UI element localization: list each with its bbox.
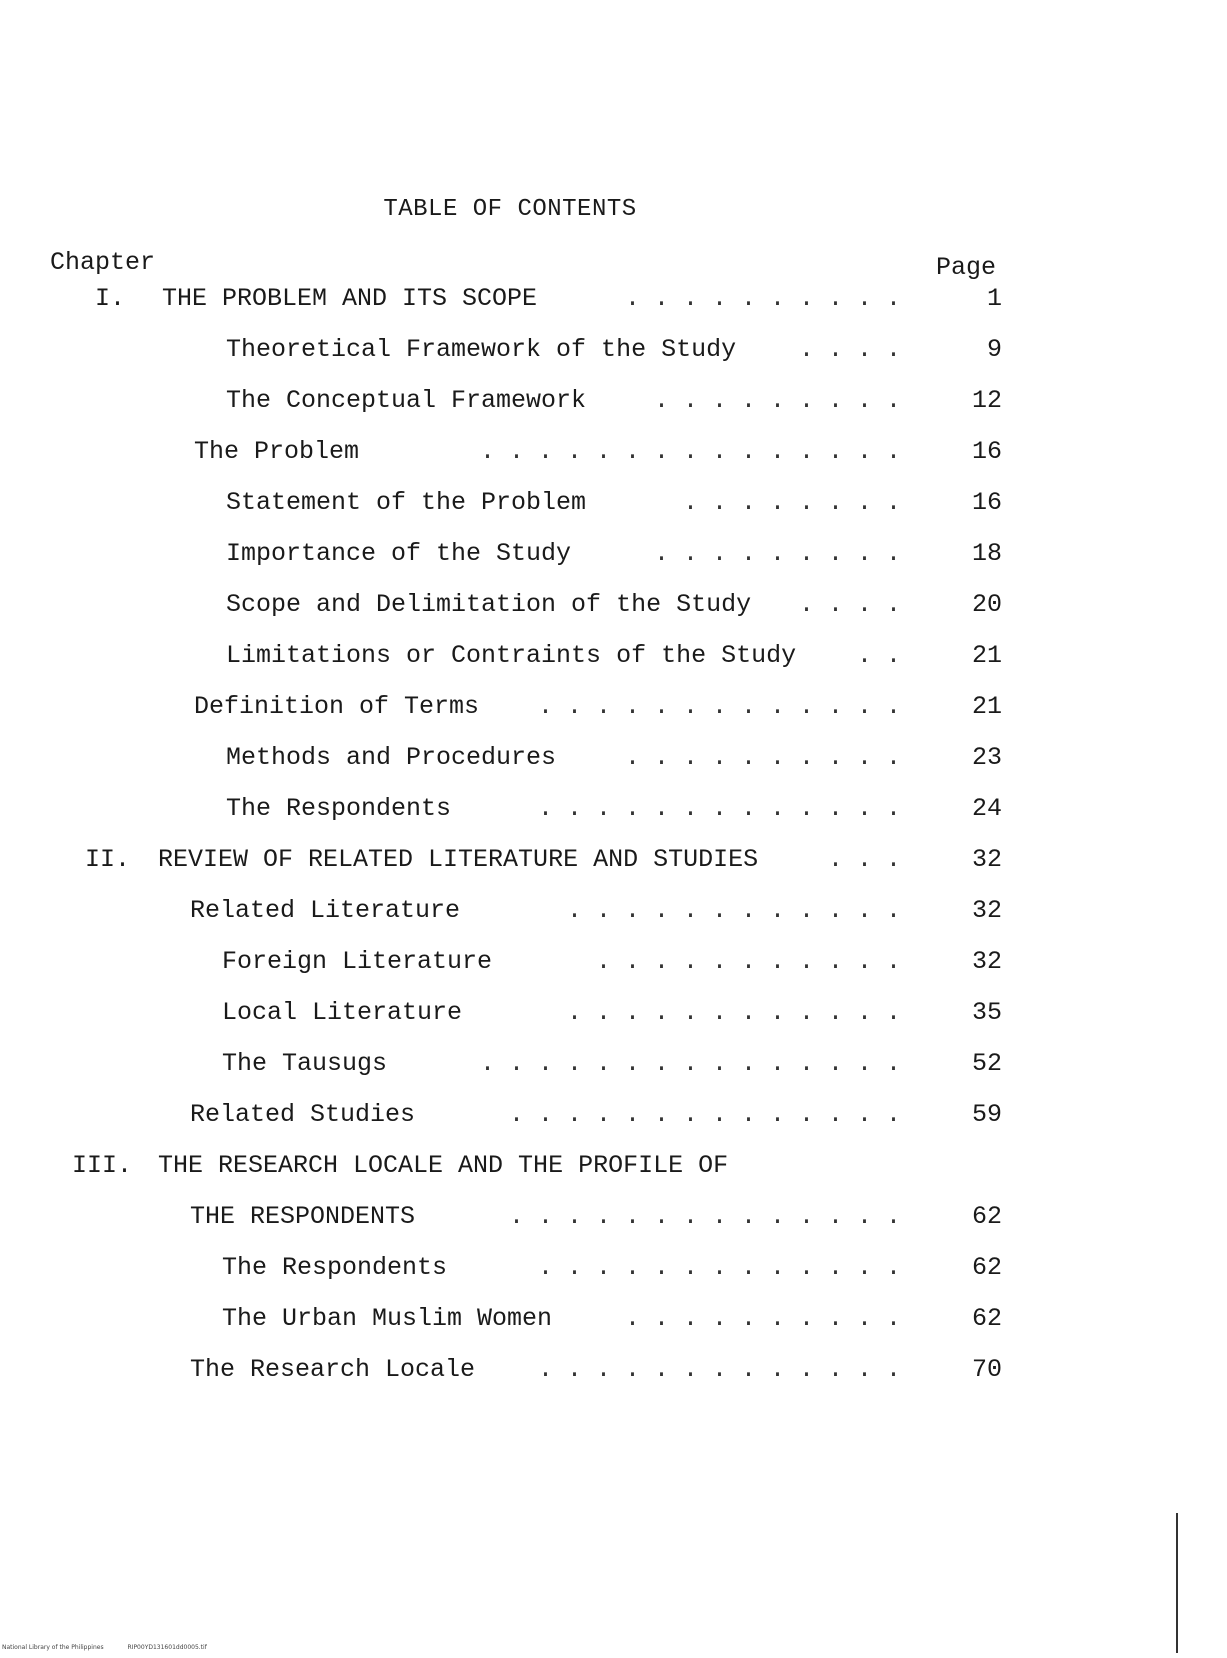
leader-dots: .... — [798, 590, 915, 619]
toc-page-number: 21 — [971, 692, 1002, 721]
toc-entry — [0, 386, 1227, 422]
toc-entry-title: Foreign Literature — [222, 947, 493, 976]
leader-dots: ......... — [653, 539, 915, 568]
leader-dots: ... — [827, 845, 915, 874]
toc-entry-title: The Respondents — [226, 794, 452, 823]
toc-page-number: 32 — [971, 845, 1002, 874]
toc-entry-title: THE PROBLEM AND ITS SCOPE — [162, 284, 538, 313]
leader-dots: .............. — [508, 1202, 915, 1231]
toc-entry — [0, 743, 1227, 779]
leader-dots: ............... — [479, 437, 915, 466]
leader-dots: ............... — [479, 1049, 915, 1078]
toc-page-number: 70 — [971, 1355, 1002, 1384]
toc-page-number: 32 — [971, 896, 1002, 925]
scan-footer — [2, 1644, 207, 1651]
leader-dots: .......... — [624, 284, 915, 313]
toc-entry — [0, 1355, 1227, 1391]
toc-entry-title: The Tausugs — [222, 1049, 388, 1078]
toc-entry-title: Theoretical Framework of the Study — [226, 335, 737, 364]
toc-entry — [0, 1100, 1227, 1136]
toc-entry-title: THE RESEARCH LOCALE AND THE PROFILE OF — [158, 1151, 729, 1180]
toc-entry-title: The Respondents — [222, 1253, 448, 1282]
toc-page-number: 23 — [971, 743, 1002, 772]
scan-edge-line — [1176, 1513, 1178, 1653]
toc-page-number: 9 — [986, 335, 1002, 364]
chapter-number: II. — [84, 845, 130, 874]
toc-entry — [0, 947, 1227, 983]
toc-entry — [0, 488, 1227, 524]
toc-page-number: 16 — [971, 488, 1002, 517]
toc-entry — [0, 845, 1227, 881]
chapter-column-label: Chapter — [50, 248, 156, 277]
toc-entry — [0, 1151, 1227, 1187]
toc-entry-title: THE RESPONDENTS — [190, 1202, 416, 1231]
toc-entry-title: Methods and Procedures — [226, 743, 557, 772]
toc-entry-title: REVIEW OF RELATED LITERATURE AND STUDIES — [158, 845, 759, 874]
toc-entry — [0, 590, 1227, 626]
leader-dots: ........... — [595, 947, 915, 976]
toc-entry-title: Importance of the Study — [226, 539, 572, 568]
toc-entry-title: Scope and Delimitation of the Study — [226, 590, 752, 619]
leader-dots: ............. — [537, 794, 915, 823]
toc-page-number: 12 — [971, 386, 1002, 415]
toc-entry — [0, 539, 1227, 575]
leader-dots: .............. — [508, 1100, 915, 1129]
toc-entry-title: The Urban Muslim Women — [222, 1304, 553, 1333]
toc-entry-title: Definition of Terms — [194, 692, 480, 721]
toc-page-number: 18 — [971, 539, 1002, 568]
footer-library: National Library of the Philippines — [2, 1644, 104, 1651]
toc-entry — [0, 1202, 1227, 1238]
toc-entry — [0, 1049, 1227, 1085]
toc-page-number: 59 — [971, 1100, 1002, 1129]
chapter-number: III. — [71, 1151, 132, 1180]
toc-entry — [0, 1304, 1227, 1340]
chapter-number: I. — [94, 284, 125, 313]
page-column-label: Page — [936, 253, 997, 282]
toc-entry — [0, 284, 1227, 320]
toc-entry-title: The Conceptual Framework — [226, 386, 587, 415]
toc-page-number: 1 — [986, 284, 1002, 313]
toc-entry-title: Related Studies — [190, 1100, 416, 1129]
toc-entry — [0, 794, 1227, 830]
footer-filename: RIP00YD131601dd0005.tif — [127, 1644, 207, 1651]
toc-entry — [0, 896, 1227, 932]
leader-dots: .......... — [624, 743, 915, 772]
toc-page-number: 20 — [971, 590, 1002, 619]
leader-dots: .. — [856, 641, 915, 670]
toc-entry — [0, 998, 1227, 1034]
leader-dots: ............. — [537, 1253, 915, 1282]
leader-dots: .......... — [624, 1304, 915, 1333]
leader-dots: ............. — [537, 692, 915, 721]
page-title: TABLE OF CONTENTS — [383, 196, 637, 223]
toc-page-number: 32 — [971, 947, 1002, 976]
toc-entry — [0, 692, 1227, 728]
toc-page-number: 62 — [971, 1304, 1002, 1333]
toc-page-number: 21 — [971, 641, 1002, 670]
toc-page-number: 35 — [971, 998, 1002, 1027]
leader-dots: .... — [798, 335, 915, 364]
leader-dots: ........ — [682, 488, 915, 517]
toc-page-number: 52 — [971, 1049, 1002, 1078]
toc-entry-title: Limitations or Contraints of the Study — [226, 641, 797, 670]
toc-entry-title: Statement of the Problem — [226, 488, 587, 517]
toc-entry-title: The Research Locale — [190, 1355, 476, 1384]
leader-dots: ............ — [566, 896, 915, 925]
toc-entry-title: The Problem — [194, 437, 360, 466]
leader-dots: ............ — [566, 998, 915, 1027]
leader-dots: ......... — [653, 386, 915, 415]
toc-entry — [0, 641, 1227, 677]
toc-page-number: 62 — [971, 1253, 1002, 1282]
leader-dots: ............. — [537, 1355, 915, 1384]
toc-page-number: 24 — [971, 794, 1002, 823]
toc-entry — [0, 335, 1227, 371]
toc-entry-title: Related Literature — [190, 896, 461, 925]
toc-page-number: 16 — [971, 437, 1002, 466]
toc-entry — [0, 1253, 1227, 1289]
toc-entry — [0, 437, 1227, 473]
toc-page-number: 62 — [971, 1202, 1002, 1231]
toc-entry-title: Local Literature — [222, 998, 463, 1027]
